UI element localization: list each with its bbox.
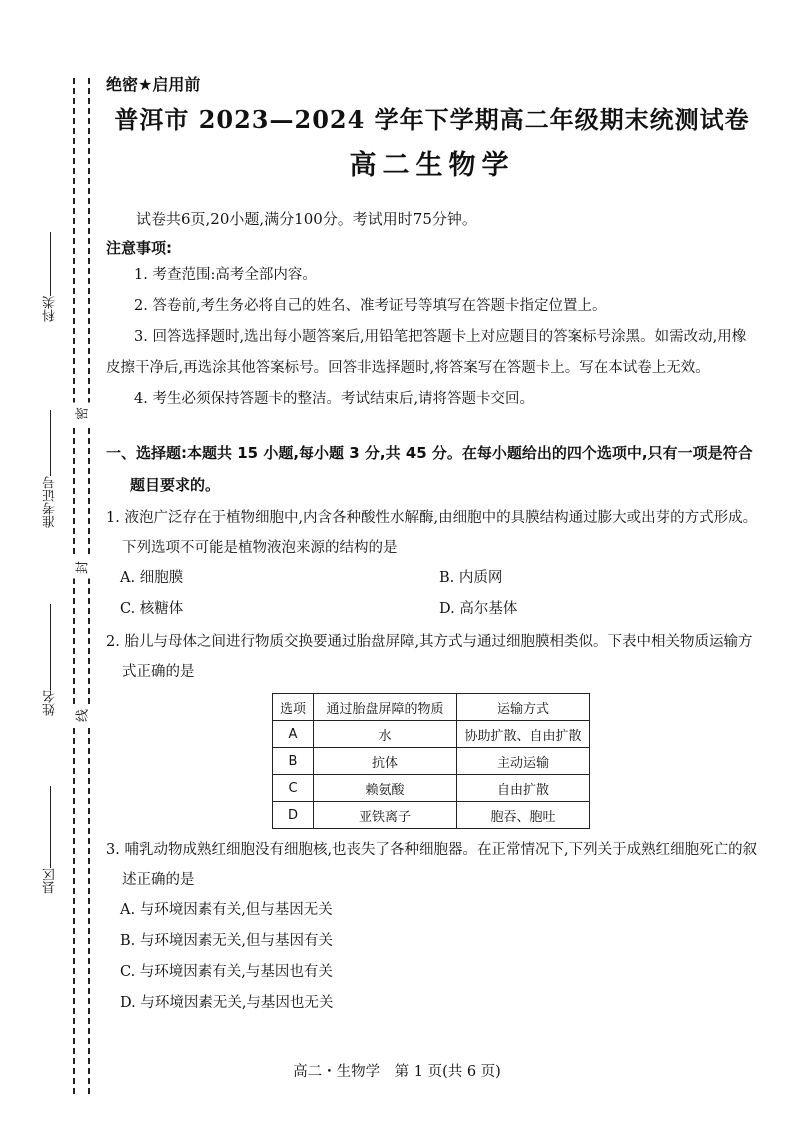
- question-stem: 3. 哺乳动物成熟红细胞没有细胞核,也丧失了各种细胞器。在正常情况下,下列关于成熟红细胞死亡的叙述正确的是: [106, 842, 758, 888]
- table-cell: C: [273, 775, 314, 802]
- binding-field-name: [30, 604, 70, 716]
- table-cell: 亚铁离子: [314, 802, 457, 829]
- table-header: 运输方式: [457, 694, 590, 721]
- option: D. 与环境因素无关,与基因也无关: [120, 995, 334, 1011]
- option: A. 细胞膜: [120, 570, 184, 586]
- table-row: [273, 748, 590, 775]
- table-header: 选项: [273, 694, 314, 721]
- notice-item: 3. 回答选择题时,选出每小题答案后,用铅笔把答题卡上对应题目的答案标号涂黑。如需改动,用橡皮擦干净后,再选涂其他答案标号。回答非选择题时,将答案写在答题卡上。写在本试卷上无效。: [106, 329, 747, 376]
- notice-item: 2. 答卷前,考生务必将自己的姓名、准考证号等填写在答题卡指定位置上。: [134, 298, 607, 314]
- seal-mark: 密: [72, 403, 91, 425]
- option: B. 与环境因素无关,但与基因有关: [120, 933, 333, 949]
- table-cell: 水: [314, 721, 457, 748]
- seal-mark: 线: [72, 705, 91, 727]
- section-heading: 一、选择题:本题共 15 小题,每小题 3 分,共 45 分。在每小题给出的四个选项中,只有一项是符合题目要求的。: [106, 444, 753, 494]
- table-cell: 胞吞、胞吐: [457, 802, 590, 829]
- binding-field-label: 姓名: [42, 690, 58, 716]
- table-row: [273, 802, 590, 829]
- table-cell: 自由扩散: [457, 775, 590, 802]
- binding-field-label: 科类: [42, 296, 58, 322]
- option: D. 高尔基体: [439, 601, 518, 617]
- exam-info: 试卷共6页,20小题,满分100分。考试用时75分钟。: [136, 210, 477, 228]
- option: C. 与环境因素有关,与基因也有关: [120, 964, 333, 980]
- table-header-row: [273, 694, 590, 721]
- table-cell: B: [273, 748, 314, 775]
- exam-title: 普洱市 2023—2024 学年下学期高二年级期末统测试卷: [114, 105, 750, 134]
- table-row: [273, 721, 590, 748]
- table-cell: 主动运输: [457, 748, 590, 775]
- question-stem: 1. 液泡广泛存在于植物细胞中,内含各种酸性水解酶,由细胞中的具膜结构通过膨大或出芽的方式形成。下列选项不可能是植物液泡来源的结构的是: [106, 510, 758, 556]
- confidential-mark: 绝密★启用前: [106, 75, 201, 94]
- question-stem: 2. 胎儿与母体之间进行物质交换要通过胎盘屏障,其方式与通过细胞膜相类似。下表中相关物质运输方式正确的是: [106, 634, 753, 680]
- table-cell: 协助扩散、自由扩散: [457, 721, 590, 748]
- question-options: [106, 563, 758, 625]
- question-options: [106, 895, 758, 1019]
- transport-table: [272, 693, 590, 829]
- table-cell: A: [273, 721, 314, 748]
- notice-list: [106, 260, 758, 415]
- notice-item: 4. 考生必须保持答题卡的整洁。考试结束后,请将答题卡交回。: [134, 391, 535, 407]
- table-header: 通过胎盘屏障的物质: [314, 694, 457, 721]
- exam-page: [106, 72, 758, 1019]
- binding-dashed-line: [73, 78, 75, 1094]
- binding-field-label: 县区: [42, 868, 58, 894]
- option: B. 内质网: [439, 570, 503, 586]
- table-cell: 赖氨酸: [314, 775, 457, 802]
- binding-field-county: [30, 786, 70, 894]
- notice-item: 1. 考查范围:高考全部内容。: [134, 267, 317, 283]
- binding-field-subject: [30, 232, 70, 322]
- exam-subject: 高二生物学: [349, 150, 515, 181]
- table-cell: 抗体: [314, 748, 457, 775]
- option: C. 核糖体: [120, 601, 184, 617]
- notice-heading: 注意事项:: [106, 239, 172, 257]
- option: A. 与环境因素有关,但与基因无关: [120, 902, 333, 918]
- seal-mark: 封: [72, 557, 91, 579]
- binding-field-label: 准考证号: [42, 476, 58, 528]
- binding-dashed-line: [88, 78, 90, 1094]
- table-row: [273, 775, 590, 802]
- table-cell: D: [273, 802, 314, 829]
- binding-field-exam-number: [30, 410, 70, 528]
- page-footer: 高二・生物学 第 1 页(共 6 页): [293, 1064, 501, 1080]
